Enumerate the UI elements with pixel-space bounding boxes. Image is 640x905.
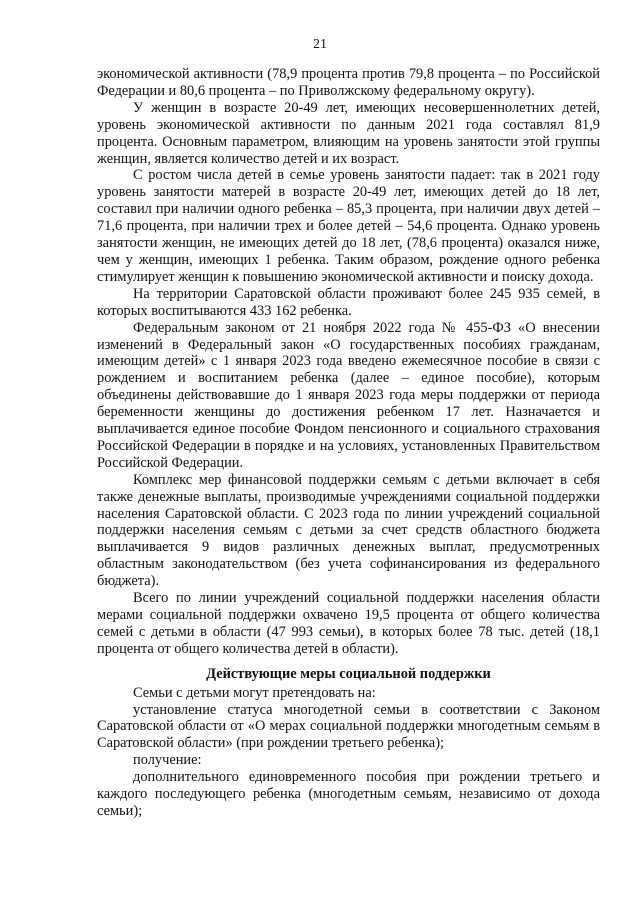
page-number: 21 xyxy=(313,37,327,52)
document-body xyxy=(97,66,600,820)
paragraph: Всего по линии учреждений социальной поддержки населения области мерами социальной поддержки охвачено 19,5 процента от общего количества семей с детьми в области (47 993 семьи), в которых более 78 тыс. детей (18,1 процента от общего количества детей в области). xyxy=(97,590,600,657)
paragraph: получение: xyxy=(133,752,202,769)
section-heading: Действующие меры социальной поддержки xyxy=(206,665,491,682)
paragraph: У женщин в возрасте 20-49 лет, имеющих несовершеннолетних детей, уровень экономической активности по данным 2021 года составлял 81,9 процента. Основным параметром, влияющим на уровень занятости этой группы женщин, является количество детей и их возраст. xyxy=(97,99,600,167)
paragraph: Комплекс мер финансовой поддержки семьям с детьми включает в себя также денежные выплаты, производимые учреждениями социальной поддержки населения Саратовской области. С 2023 года по линии учреждений социальной поддержки населения семьям с детьми за счет средств областного бюджета выплачивается 9 видов различных денежных выплат, предусмотренных областным законодательством (без учета софинансирования из федерального бюджета). xyxy=(97,471,600,590)
paragraph: Семьи с детьми могут претендовать на: xyxy=(133,684,376,701)
paragraph: экономической активности (78,9 процента против 79,8 процента – по Российской Федерации и 80,6 процента – по Приволжскому федеральному округу). xyxy=(97,66,600,99)
paragraph: На территории Саратовской области проживают более 245 935 семей, в которых воспитываются 433 162 ребенка. xyxy=(97,285,600,319)
paragraph: дополнительного единовременного пособия при рождении третьего и каждого последующего ребенка (многодетным семьям, независимо от дохода семьи); xyxy=(97,769,600,819)
paragraph: установление статуса многодетной семьи в соответствии с Законом Саратовской области от «О мерах социальной поддержки многодетным семьям в Саратовской области» (при рождении третьего ребенка); xyxy=(97,701,600,752)
paragraph: Федеральным законом от 21 ноября 2022 года № 455-ФЗ «О внесении изменений в Федеральный закон «О государственных пособиях гражданам, имеющим детей» с 1 января 2023 года введено ежемесячное пособие в связи с рождением и воспитанием ребенка (далее – единое пособие), которым объединены действовавшие до 1 января 2023 года меры поддержки от периода беременности женщины до достижения ребенком 17 лет. Назначается и выплачивается единое пособие Фондом пенсионного и социального страхования Российской Федерации в порядке и на условиях, установленных Правительством Российской Федерации. xyxy=(97,319,600,471)
paragraph: С ростом числа детей в семье уровень занятости падает: так в 2021 году уровень занятости матерей в возрасте 20-49 лет, имеющих детей до 18 лет, составил при наличии одного ребенка – 85,3 процента, при наличии двух детей – 71,6 процента, при наличии трех и более детей – 54,6 процента. Однако уровень занятости женщин, не имеющих детей до 18 лет, (78,6 процента) оказался ниже, чем у женщин, имеющих 1 ребенка. Таким образом, рождение одного ребенка стимулирует женщин к повышению экономической активности и поиску дохода. xyxy=(97,167,600,285)
